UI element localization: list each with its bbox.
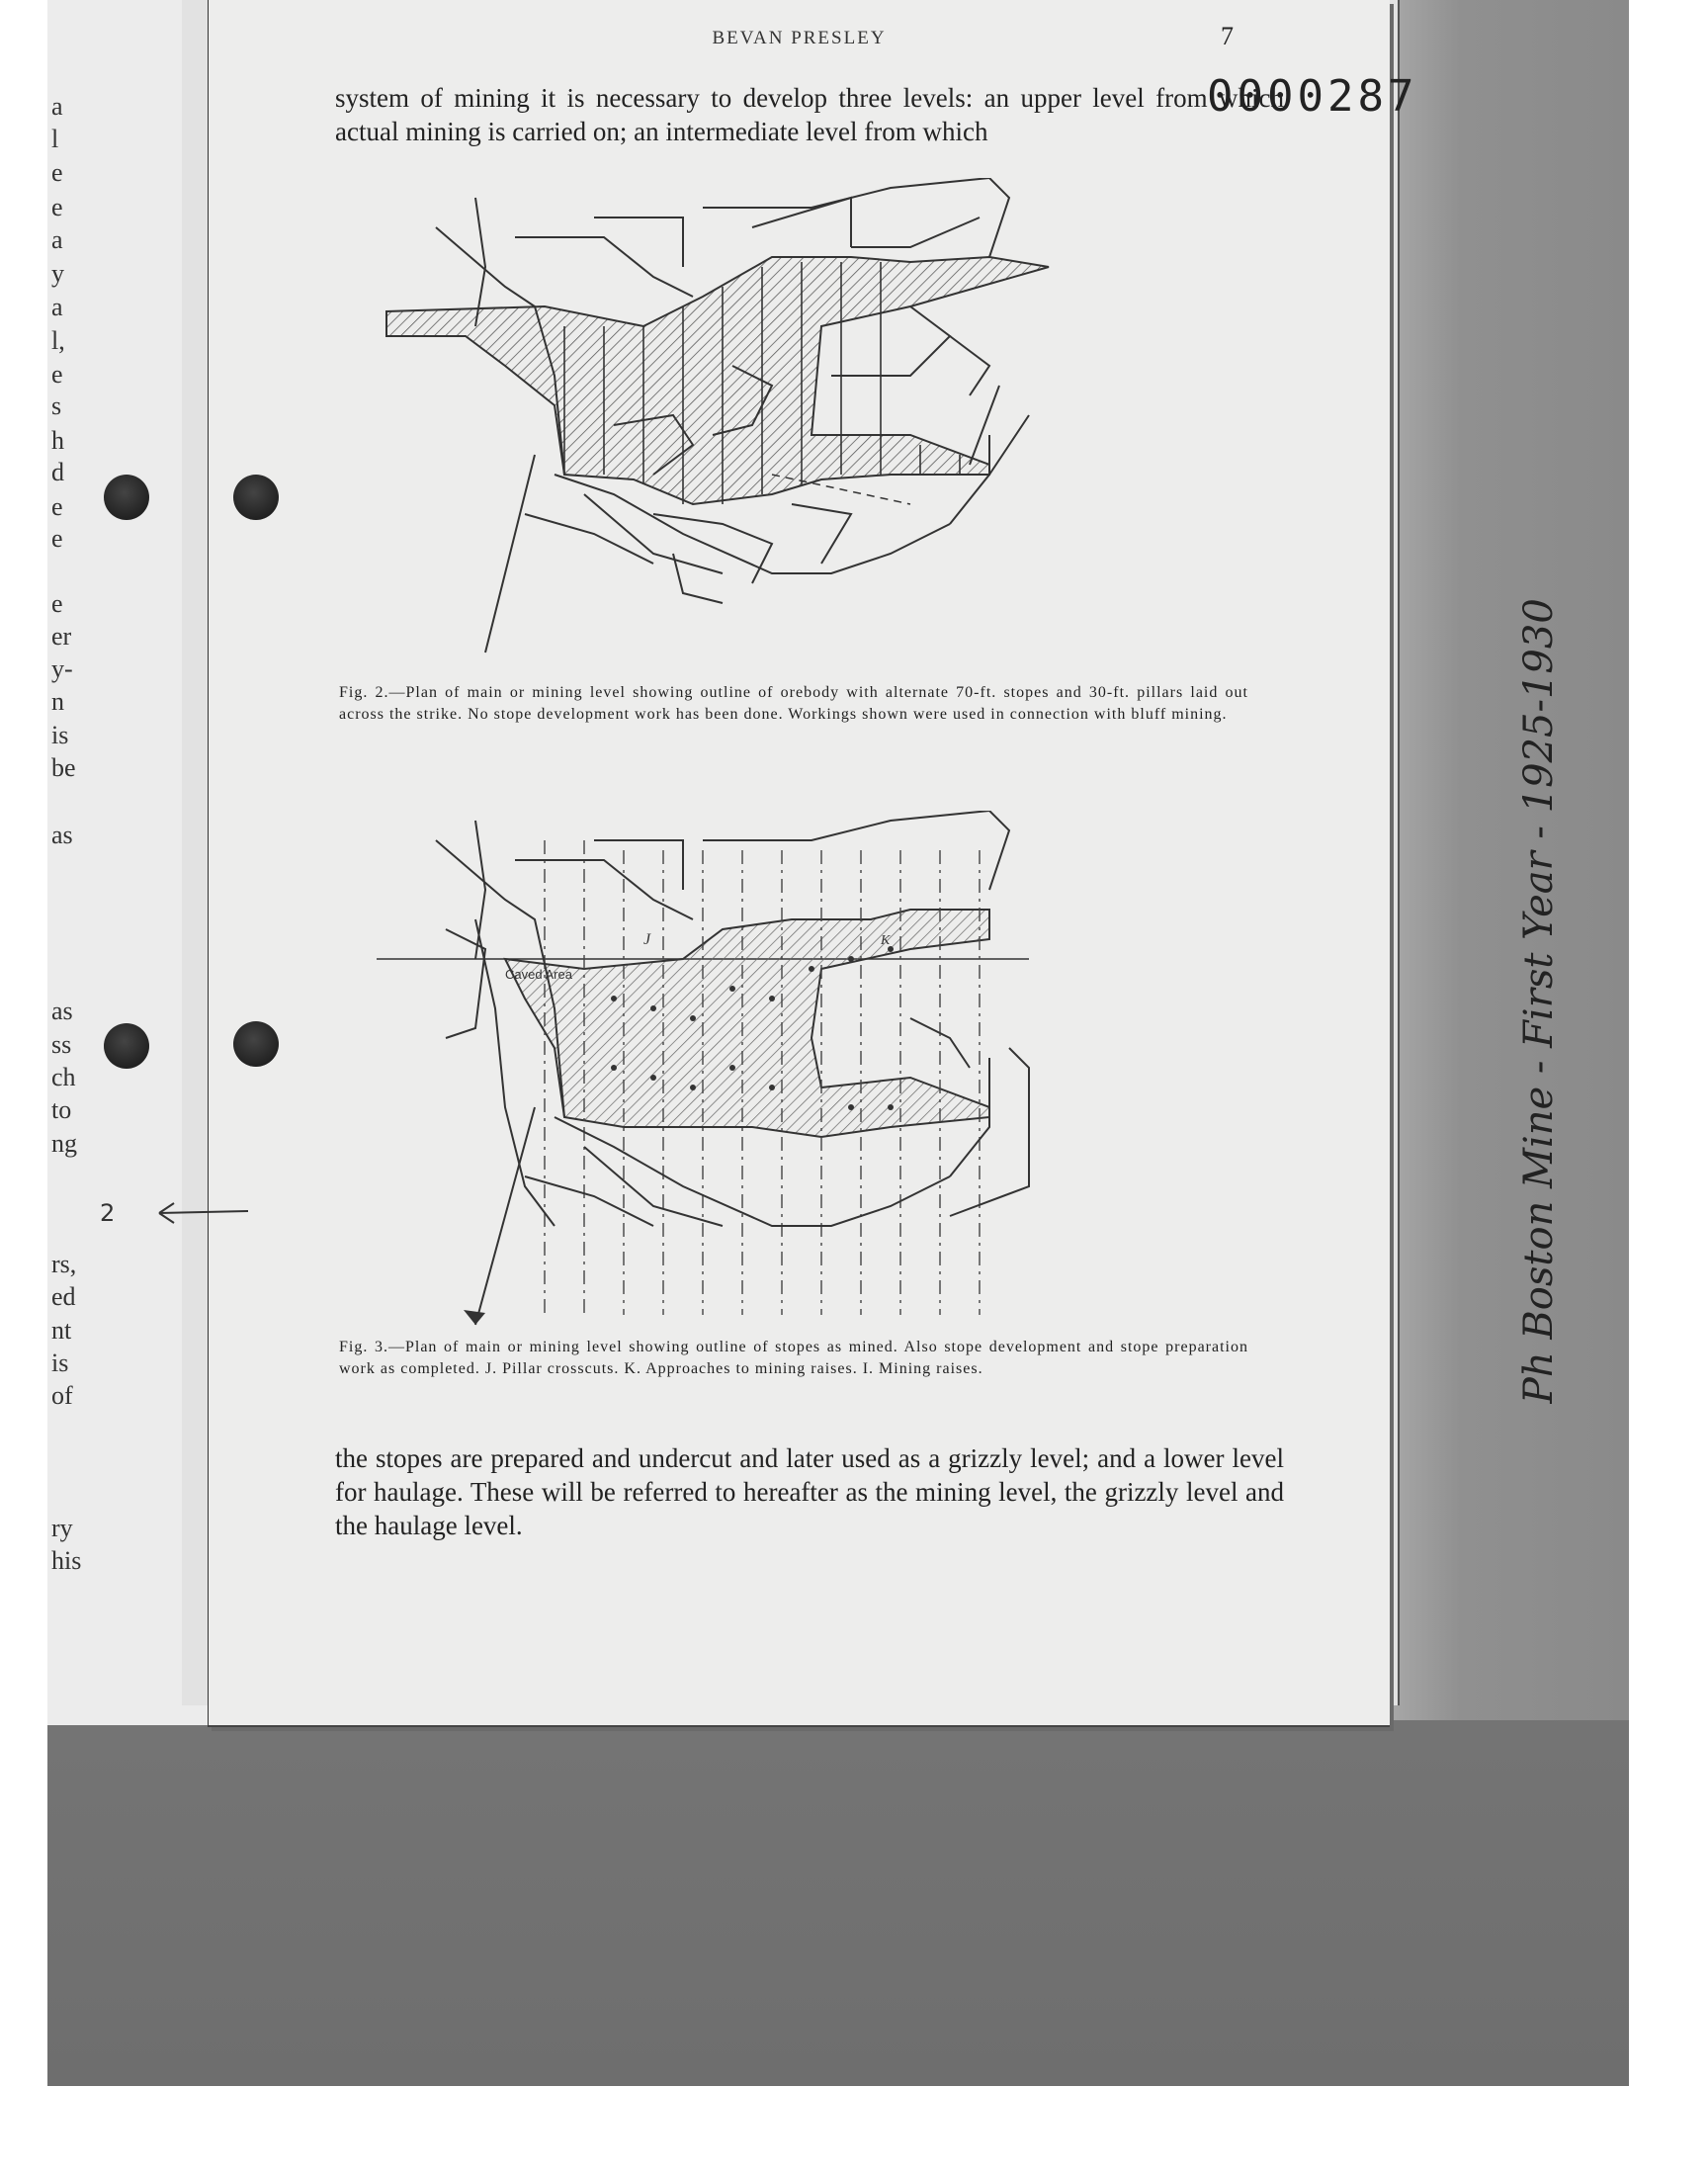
left-page-fragment: ch	[51, 1063, 76, 1091]
left-page-fragment: his	[51, 1546, 82, 1575]
left-page-fragment: ry	[51, 1514, 73, 1542]
caved-area-label: Caved Area	[505, 967, 572, 982]
left-page-fragment: a	[51, 92, 63, 121]
left-page-fragment: n	[51, 687, 64, 716]
left-page-fragment: e	[51, 360, 63, 389]
left-page-fragment: a	[51, 293, 63, 321]
punch-hole-upper	[233, 475, 279, 520]
punch-hole-lower	[233, 1021, 279, 1067]
figure-2-caption: Fig. 2.—Plan of main or mining level showing outline of orebody with alternate 70-ft. stopes and 30-ft. pillars laid out across the strike. No stope development work has been done. Workings shown were used in connection with bluff mining.	[339, 684, 1248, 723]
left-page-fragment: ed	[51, 1282, 76, 1311]
orebody-outline	[386, 257, 1049, 504]
figure-3-caption: Fig. 3.—Plan of main or mining level showing outline of stopes as mined. Also stope development and stope preparation work as completed. J. Pillar crosscuts. K. Approaches to mining raises. I. Mining raises.	[339, 1339, 1248, 1377]
label-k: K	[881, 933, 891, 948]
left-page-fragment: e	[51, 158, 63, 187]
left-page-fragment: ss	[51, 1030, 72, 1059]
margin-note-text: Ph Boston Mine - First Year - 1925-1930	[1516, 598, 1562, 1404]
figure-2-mine-plan	[357, 178, 1207, 682]
punch-hole-left-upper	[104, 475, 149, 520]
document-stamp-number: 0000287	[1207, 71, 1418, 122]
punch-hole-left-lower	[104, 1023, 149, 1069]
left-page-fragment: ng	[51, 1129, 77, 1158]
left-page-fragment: is	[51, 721, 69, 749]
left-page-fragment: y-	[51, 654, 73, 683]
running-header: BEVAN PRESLEY	[712, 28, 887, 48]
handwritten-arrow	[100, 1191, 258, 1241]
left-page-fragment: er	[51, 622, 72, 651]
left-page-fragment: is	[51, 1348, 69, 1377]
left-page-fragment: of	[51, 1381, 73, 1410]
paragraph-bottom: the stopes are prepared and undercut and later used as a grizzly level; and a lower level for haulage. These will be referred to hereafter as the mining level, the grizzly level and the haulage level.	[335, 1443, 1284, 1540]
left-page-fragment: s	[51, 392, 62, 420]
left-page-fragment: as	[51, 997, 73, 1025]
left-page-fragment: l,	[51, 326, 65, 355]
left-page-fragment: a	[51, 225, 63, 254]
figure-3-mine-plan	[357, 811, 1207, 1335]
left-page-fragment: e	[51, 492, 63, 521]
label-j: J	[643, 931, 651, 948]
left-page-fragment: nt	[51, 1316, 72, 1345]
handwritten-margin-note	[1433, 376, 1631, 1404]
stopes-outline	[505, 910, 989, 1137]
paragraph-top: system of mining it is necessary to develop three levels: an upper level from which actual mining is carried on; an intermediate level from which	[335, 83, 1284, 146]
left-page-fragment: h	[51, 426, 64, 455]
arrow-mark-text: 2	[100, 1199, 116, 1227]
left-page-fragment: e	[51, 524, 63, 553]
page-number: 7	[1221, 22, 1234, 50]
left-page-fragment: d	[51, 458, 64, 486]
left-page-fragment: as	[51, 821, 73, 849]
left-page-fragment: be	[51, 753, 76, 782]
left-page-fragment: e	[51, 589, 63, 618]
left-page-fragment: y	[51, 259, 64, 288]
left-page-fragment: to	[51, 1095, 72, 1124]
left-page-fragment: rs,	[51, 1250, 77, 1278]
document-page	[100, 0, 1418, 1727]
left-page-fragment: l	[51, 125, 59, 153]
left-page-fragment: e	[51, 193, 63, 221]
